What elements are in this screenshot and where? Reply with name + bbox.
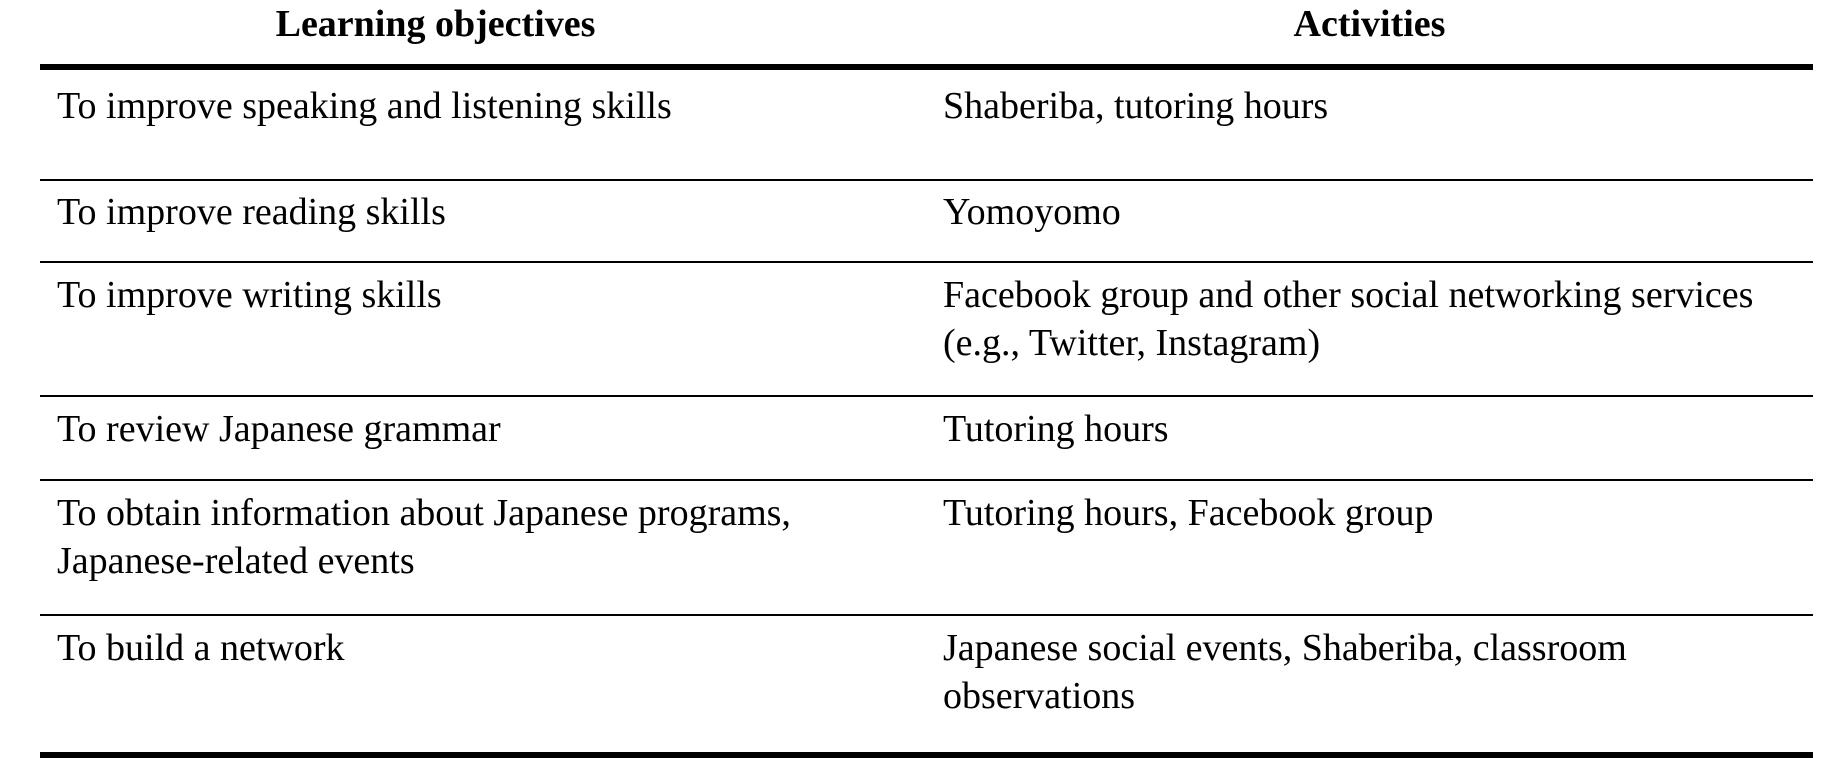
objective-cell bbox=[40, 396, 926, 480]
objectives-activities-table bbox=[40, 0, 1813, 758]
objective-text: To improve reading skills bbox=[57, 191, 446, 233]
activity-text: Japanese social events, Shaberiba, classroom observations bbox=[943, 627, 1627, 717]
header-learning-objectives: Learning objectives bbox=[40, 0, 926, 67]
table-body bbox=[40, 67, 1813, 755]
table-row bbox=[40, 480, 1813, 615]
activity-text: Facebook group and other social networking services (e.g., Twitter, Instagram) bbox=[943, 274, 1754, 364]
objective-cell bbox=[40, 480, 926, 615]
objective-cell bbox=[40, 615, 926, 755]
objective-text: To obtain information about Japanese programs, Japanese-related events bbox=[57, 492, 791, 582]
activity-cell bbox=[926, 262, 1813, 396]
objective-text: To review Japanese grammar bbox=[57, 408, 501, 450]
header-row bbox=[40, 0, 1813, 67]
table-row bbox=[40, 615, 1813, 755]
header-activities: Activities bbox=[926, 0, 1813, 67]
table-row bbox=[40, 396, 1813, 480]
objective-cell bbox=[40, 67, 926, 180]
objective-text: To improve writing skills bbox=[57, 274, 442, 316]
activity-cell bbox=[926, 180, 1813, 262]
activity-text: Tutoring hours, Facebook group bbox=[943, 492, 1434, 534]
activity-text: Shaberiba, tutoring hours bbox=[943, 85, 1329, 127]
activity-text: Yomoyomo bbox=[943, 191, 1121, 233]
table-row bbox=[40, 180, 1813, 262]
objective-cell bbox=[40, 180, 926, 262]
activity-cell bbox=[926, 396, 1813, 480]
table-header bbox=[40, 0, 1813, 67]
table-row bbox=[40, 262, 1813, 396]
activity-text: Tutoring hours bbox=[943, 408, 1169, 450]
objective-text: To build a network bbox=[57, 627, 345, 669]
table-row bbox=[40, 67, 1813, 180]
activity-cell bbox=[926, 615, 1813, 755]
objective-text: To improve speaking and listening skills bbox=[57, 85, 672, 127]
activity-cell bbox=[926, 480, 1813, 615]
activity-cell bbox=[926, 67, 1813, 180]
objective-cell bbox=[40, 262, 926, 396]
